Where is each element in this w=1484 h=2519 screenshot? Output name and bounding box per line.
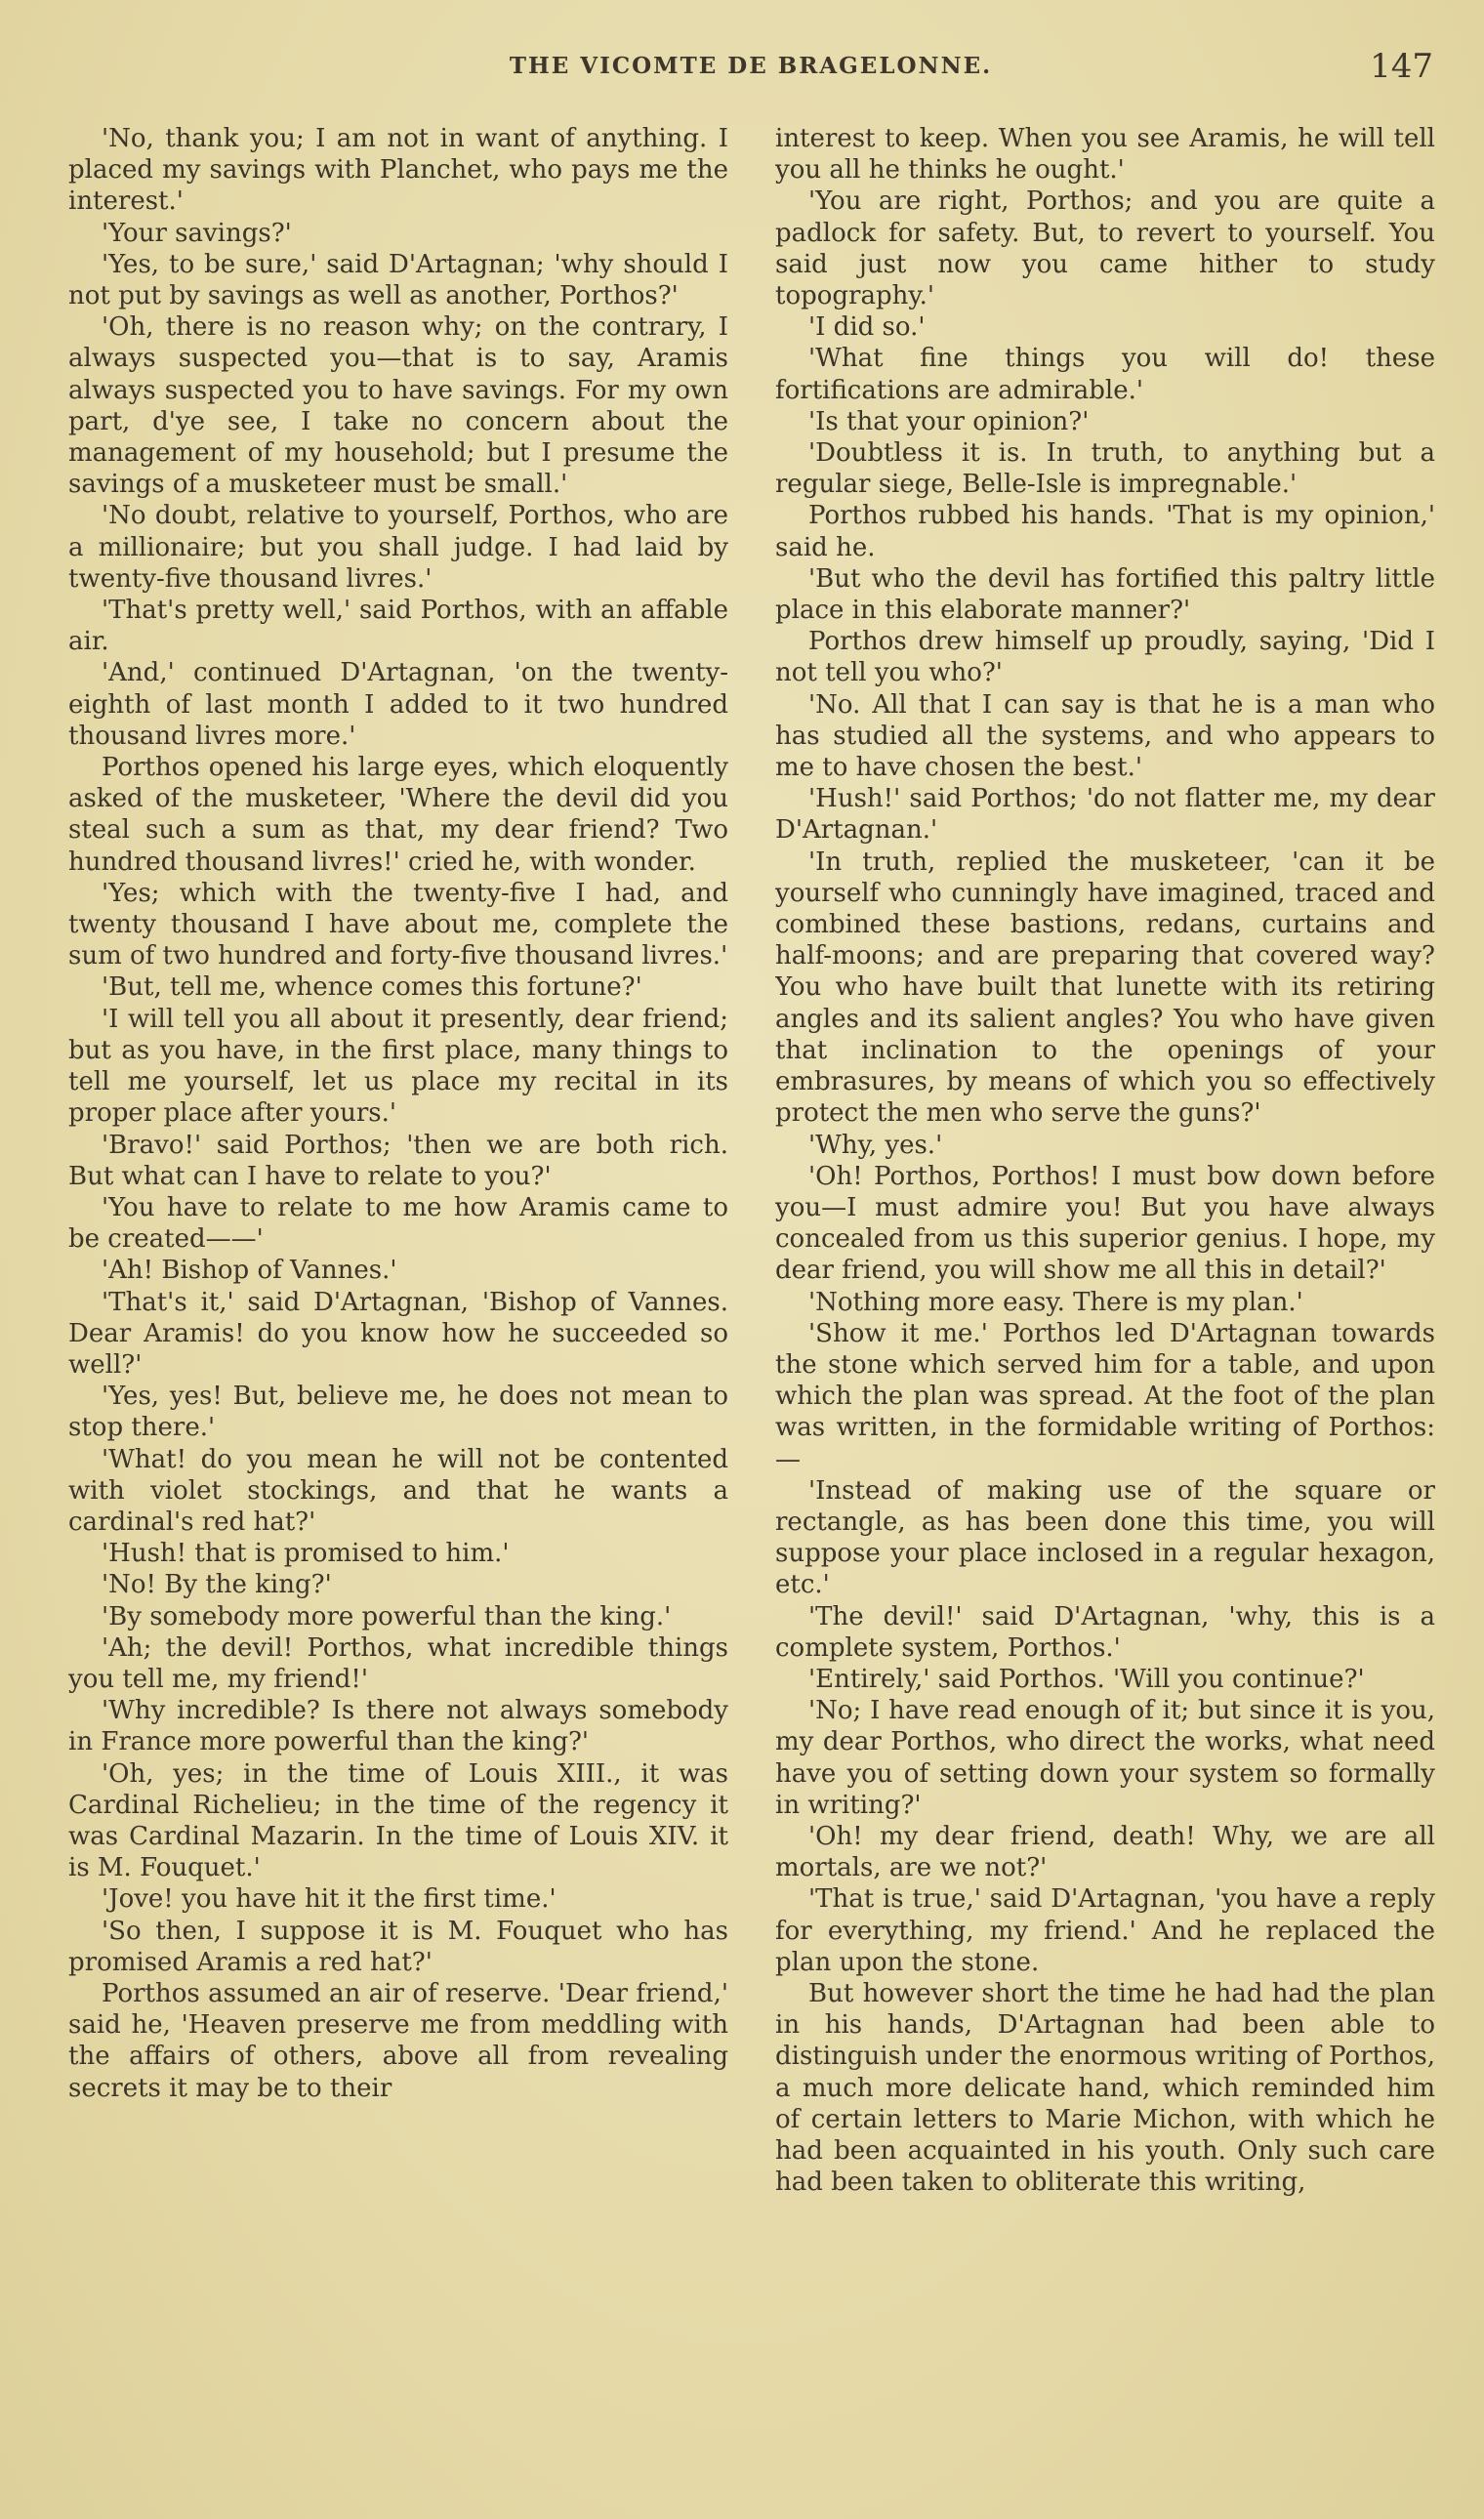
paragraph: 'Ah; the devil! Porthos, what incredible things you tell me, my friend!' [68, 1632, 728, 1694]
text-columns [68, 123, 1435, 2466]
paragraph: 'Your savings?' [102, 218, 292, 248]
paragraph: 'Oh, yes; in the time of Louis XIII., it was Cardinal Richelieu; in the time of the regency it was Cardinal Mazarin. In the time of Louis XIV. it is M. Fouquet.' [68, 1758, 728, 1883]
paragraph: 'That's it,' said D'Artagnan, 'Bishop of Vannes. Dear Aramis! do you know how he succeeded so well?' [68, 1287, 728, 1380]
paragraph: But however short the time he had had the plan in his hands, D'Artagnan had been able to distinguish under the enormous writing of Porthos, a much more delicate hand, which reminded him of certain letters to Marie Michon, with which he had been acquainted in his youth. Only such care had been taken to obliterate this writing, [775, 1978, 1435, 2198]
right-column [775, 123, 1435, 2466]
paragraph: 'No! By the king?' [102, 1570, 332, 1600]
paragraph: 'So then, I suppose it is M. Fouquet who has promised Aramis a red hat?' [68, 1916, 728, 1977]
paragraph: 'Bravo!' said Porthos; 'then we are both rich. But what can I have to relate to you?' [68, 1130, 728, 1191]
paragraph: 'Entirely,' said Porthos. 'Will you continue?' [808, 1664, 1365, 1694]
paragraph: 'No doubt, relative to yourself, Porthos, who are a millionaire; but you shall judge. I had laid by twenty-five thousand livres.' [68, 501, 728, 594]
paragraph: 'That's pretty well,' said Porthos, with an affable air. [68, 596, 728, 657]
paragraph: interest to keep. When you see Aramis, he will tell you all he thinks he ought.' [775, 124, 1435, 186]
paragraph: 'Instead of making use of the square or rectangle, as has been done this time, you will suppose your place inclosed in a regular hexagon, etc.' [775, 1475, 1435, 1600]
page-header [68, 47, 1433, 96]
paragraph: 'No; I have read enough of it; but since it is you, my dear Porthos, who direct the works, what need have you of setting down your system so formally in writing?' [775, 1696, 1435, 1820]
running-title: THE VICOMTE DE BRAGELONNE. [509, 53, 993, 79]
paragraph: 'Doubtless it is. In truth, to anything but a regular siege, Belle-Isle is impregnable.' [775, 438, 1435, 500]
paragraph: Porthos rubbed his hands. 'That is my opinion,' said he. [775, 501, 1435, 562]
paragraph: Porthos opened his large eyes, which eloquently asked of the musketeer, 'Where the devil did you steal such a sum as that, my dear friend? Two hundred thousand livres!' cried he, with wonder. [68, 753, 728, 877]
left-column [68, 123, 728, 2466]
paragraph: Porthos assumed an air of reserve. 'Dear friend,' said he, 'Heaven preserve me from meddling with the affairs of others, above all from revealing secrets it may be to their [68, 1978, 728, 2103]
paragraph: 'Show it me.' Porthos led D'Artagnan towards the stone which served him for a table, and upon which the plan was spread. At the foot of the plan was written, in the formidable writing of Porthos:— [775, 1318, 1435, 1474]
paragraph: 'No. All that I can say is that he is a man who has studied all the systems, and who appears to me to have chosen the best.' [775, 689, 1435, 783]
paragraph: 'I will tell you all about it presently, dear friend; but as you have, in the first place, many things to tell me yourself, let us place my recital in its proper place after yours.' [68, 1004, 728, 1129]
paragraph: 'Hush! that is promised to him.' [102, 1539, 510, 1569]
paragraph: 'What fine things you will do! these fortifications are admirable.' [775, 344, 1435, 405]
paragraph: 'I did so.' [808, 312, 926, 343]
paragraph: Porthos drew himself up proudly, saying, 'Did I not tell you who?' [775, 627, 1435, 688]
paragraph: 'Yes; which with the twenty-five I had, and twenty thousand I have about me, complete the sum of two hundred and forty-five thousand livres.' [68, 878, 728, 971]
paragraph: 'By somebody more powerful than the king.' [102, 1601, 672, 1631]
paragraph: 'No, thank you; I am not in want of anything. I placed my savings with Planchet, who pays me the interest.' [68, 124, 728, 217]
page-number: 147 [1370, 47, 1433, 86]
paragraph: 'You have to relate to me how Aramis came to be created——' [68, 1192, 728, 1255]
paragraph: 'Yes, to be sure,' said D'Artagnan; 'why should I not put by savings as well as another, Porthos?' [68, 249, 728, 311]
paragraph: 'Oh! my dear friend, death! Why, we are all mortals, are we not?' [775, 1821, 1435, 1883]
paragraph: 'Why, yes.' [808, 1130, 943, 1160]
paragraph: 'Hush!' said Porthos; 'do not flatter me, my dear D'Artagnan.' [775, 784, 1435, 846]
paragraph: 'Is that your opinion?' [808, 406, 1090, 436]
paragraph: 'But, tell me, whence comes this fortune?' [102, 972, 642, 1003]
paragraph: 'You are right, Porthos; and you are quite a padlock for safety. But, to revert to yourself. You said just now you came hither to study topography.' [775, 186, 1435, 311]
paragraph: 'Yes, yes! But, believe me, he does not mean to stop there.' [68, 1382, 728, 1443]
paragraph: 'Ah! Bishop of Vannes.' [102, 1256, 397, 1286]
paragraph: 'But who the devil has fortified this paltry little place in this elaborate manner?' [775, 563, 1435, 626]
paragraph: 'What! do you mean he will not be contented with violet stockings, and that he wants a cardinal's red hat?' [68, 1444, 728, 1537]
paragraph: 'Why incredible? Is there not always somebody in France more powerful than the king?' [68, 1696, 728, 1757]
paragraph: 'And,' continued D'Artagnan, 'on the twenty-eighth of last month I added to it two hundred thousand livres more.' [68, 658, 728, 751]
paragraph: 'Nothing more easy. There is my plan.' [808, 1287, 1303, 1317]
paragraph: 'That is true,' said D'Artagnan, 'you have a reply for everything, my friend.' And he replaced the plan upon the stone. [775, 1884, 1435, 1977]
paragraph: 'In truth, replied the musketeer, 'can it be yourself who cunningly have imagined, traced and combined these bastions, redans, curtains and half-moons; and are preparing that covered way? You who have built that lunette with its retiring angles and its salient angles? You who have given that inclination to the openings of your embrasures, by means of which you so effectively protect the men who serve the guns?' [775, 847, 1435, 1129]
paragraph: 'The devil!' said D'Artagnan, 'why, this is a complete system, Porthos.' [775, 1601, 1435, 1663]
paragraph: 'Jove! you have hit it the first time.' [102, 1884, 556, 1915]
paragraph: 'Oh, there is no reason why; on the contrary, I always suspected you—that is to say, Aramis always suspected you to have savings. For my own part, d'ye see, I take no concern about the management of my household; but I presume the savings of a musketeer must be small.' [68, 312, 728, 500]
paragraph: 'Oh! Porthos, Porthos! I must bow down before you—I must admire you! But you have always concealed from us this superior genius. I hope, my dear friend, you will show me all this in detail?' [775, 1161, 1435, 1286]
